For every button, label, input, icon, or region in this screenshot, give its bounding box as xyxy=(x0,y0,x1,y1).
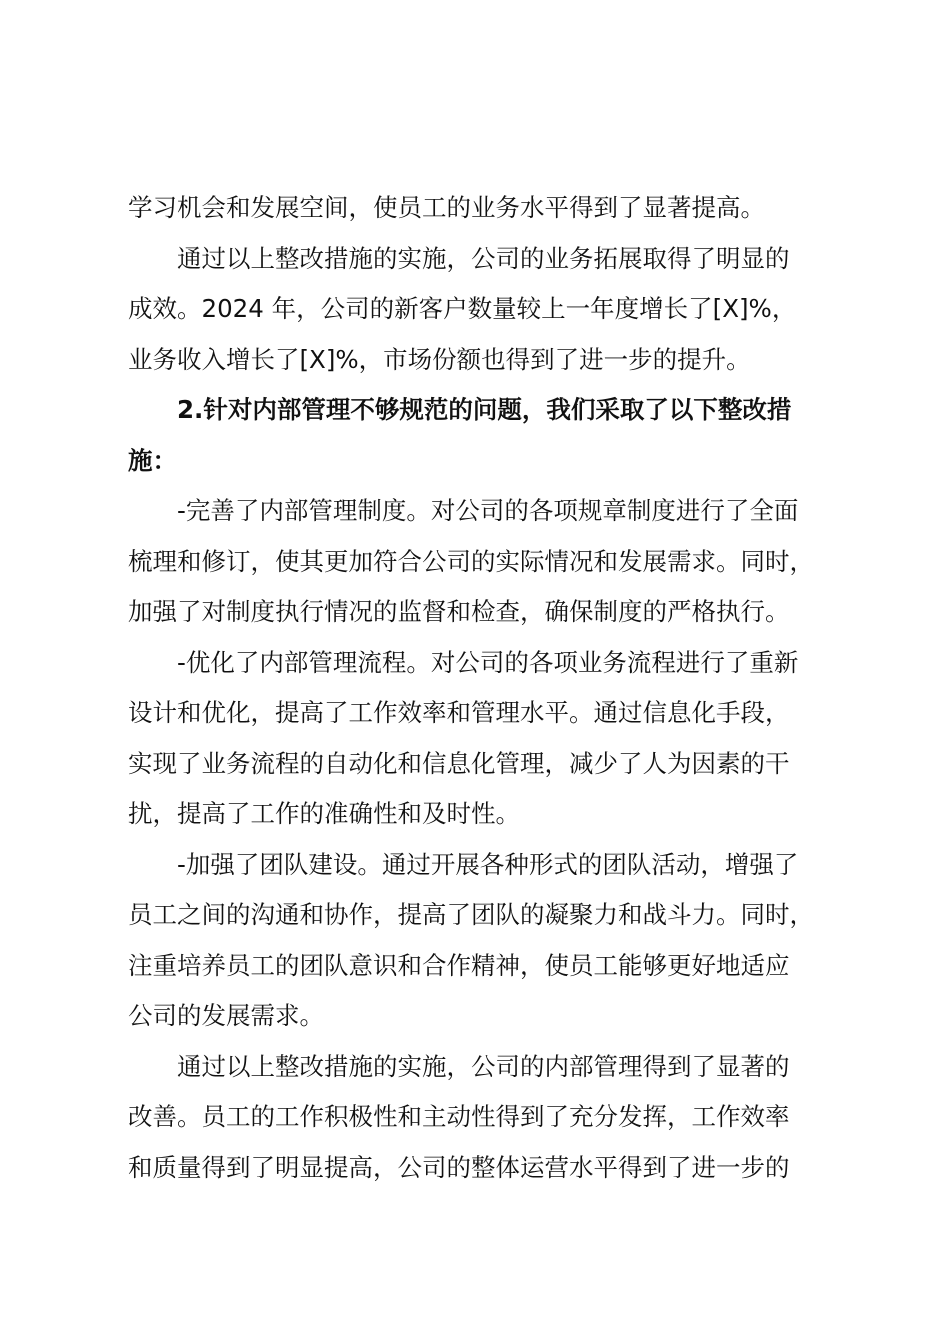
text-line: -优化了内部管理流程。对公司的各项业务流程进行了重新 xyxy=(177,647,799,677)
text-line: -加强了团队建设。通过开展各种形式的团队活动，增强了 xyxy=(177,849,799,879)
text-line: 业务收入增长了[X]%，市场份额也得到了进一步的提升。 xyxy=(128,344,751,374)
text-line: 设计和优化，提高了工作效率和管理水平。通过信息化手段， xyxy=(128,698,790,727)
text-line: 和质量得到了明显提高，公司的整体运营水平得到了进一步的 xyxy=(128,1152,790,1182)
text-line: 改善。员工的工作积极性和主动性得到了充分发挥，工作效率 xyxy=(128,1102,790,1131)
text-line: 学习机会和发展空间，使员工的业务水平得到了显著提高。 xyxy=(128,193,765,222)
text-line: 员工之间的沟通和协作，提高了团队的凝聚力和战斗力。同时， xyxy=(128,900,814,929)
text-line: -完善了内部管理制度。对公司的各项规章制度进行了全面 xyxy=(177,496,799,525)
text-line: 梳理和修订，使其更加符合公司的实际情况和发展需求。同时， xyxy=(128,546,814,576)
text-line: 注重培养员工的团队意识和合作精神，使员工能够更好地适应 xyxy=(128,950,790,980)
document-body xyxy=(128,183,838,1193)
section-heading-continued: 施： xyxy=(128,445,177,475)
section-heading: 2.针对内部管理不够规范的问题，我们采取了以下整改措 xyxy=(177,395,792,424)
text-line: 公司的发展需求。 xyxy=(128,1001,324,1030)
text-line: 成效。2024 年，公司的新客户数量较上一年度增长了[X]%， xyxy=(128,294,797,323)
text-line: 加强了对制度执行情况的监督和检查，确保制度的严格执行。 xyxy=(128,597,790,626)
text-line: 实现了业务流程的自动化和信息化管理，减少了人为因素的干 xyxy=(128,748,790,778)
text-line: 通过以上整改措施的实施，公司的业务拓展取得了明显的 xyxy=(177,243,790,273)
text-line: 通过以上整改措施的实施，公司的内部管理得到了显著的 xyxy=(177,1051,790,1081)
text-line: 扰，提高了工作的准确性和及时性。 xyxy=(128,799,520,828)
